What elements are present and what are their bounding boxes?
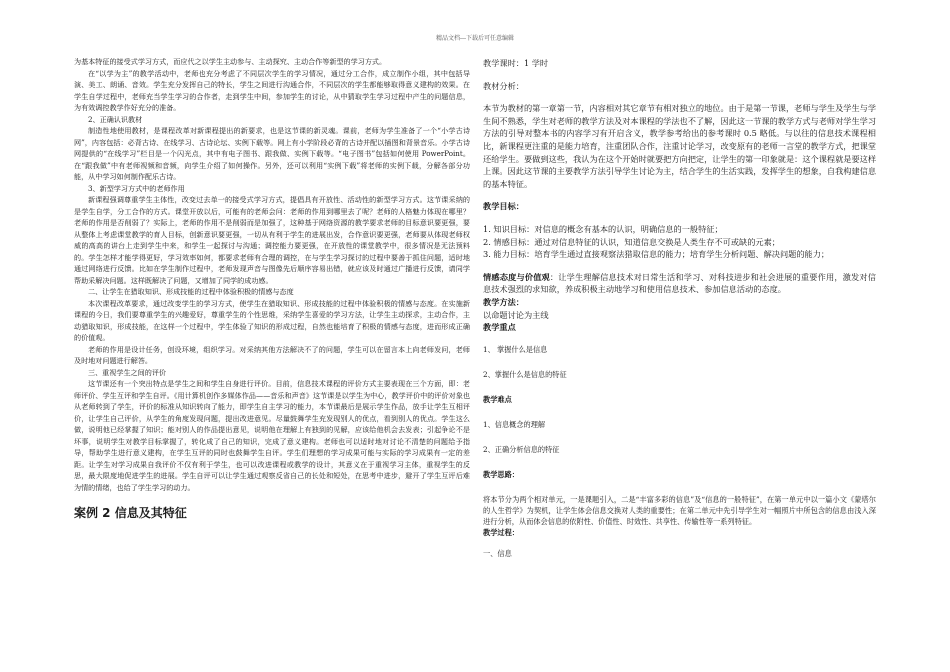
goals-title: 教学目标： [483, 201, 524, 212]
section-subheading: 二、让学生在猎取知识、形成技能的过程中体验积极的情感与态度 [88, 287, 294, 296]
paragraph: 这节课还有一个突出特点是学生之间和学生自身进行评价。目前，信息技术课程的评价方式主要表现在三个方面，即：老师评价、学生互评和学生自评。《用计算机创作多媒体作品——音乐和声音》这节课是以学生为中心，教学评价中的评价对象也从老师转到了学生，评价的标准从知识转向了能力，即学生自主学习的能力，本节课最后是展示学生作品，放手让学生互相评价，让学生自己评价，从学生的角度发现问题，提出改进意见。尽量鼓舞学生充发现别人的优点，看到别人的优点。学生这么做，说明他已经掌握了知识；能对别人的作品提出意见，说明他在理解上有独到的见解，应该给他机会去发表；引起争论不是坏事，说明学生对教学目标掌握了，转化成了自己的知识，完成了意义建构。老师也可以适时地对讨论不清楚的问题给予指导，帮助学生进行意义建构，在学生互评的同时也鼓舞学生自评。学生们理想的学习成果可能与实际的学习成果有一定的差距。让学生对学习成果自我评价不仅有利于学生，也可以改进课程或教学的设计，其意义在于重视学习主体，重视学生的反思，最大限度地促进学生的进展。学生自评可以让学生通过观察反省自己的长处和短处，在思考中进步，避开了学生互评后难为情的情绪，也给了学生学习的动力。 [74, 379, 470, 492]
left-column [74, 56, 470, 520]
paragraph: 老师的作用是设计任务，创设环境，组织学习。对采纳其他方法解决不了的问题，学生可以在留言本上向老师发问，老师及时地对问题进行解答。 [74, 344, 470, 365]
attitude-label: 情感态度与价值观 [483, 271, 550, 282]
difficulty-item: 1、信息概念的理解 [483, 419, 546, 429]
difficulty-item: 2、正确分析信息的特征 [483, 444, 560, 454]
key-point-item: 1、 掌握什么是信息 [483, 344, 548, 354]
goal-item: 3. 能力目标：培育学生通过直接观察法猎取信息的能力；培育学生分析问题、解决问题的能力； [483, 249, 830, 260]
method-body: 以命题讨论为主线 [483, 309, 549, 320]
attitude-paragraph [483, 271, 876, 296]
key-points-title: 教学重点 [483, 322, 516, 333]
section-subheading: 3、新型学习方式中的老师作用 [88, 183, 185, 193]
approach-body: 将本节分为两个相对单元，一是课题引入，二是“丰富多彩的信息”及“信息的一般特征”，在第一单元中以一篇小文《蒙塔尔的人生哲学》为契机，让学生体会信息交换对人类的重要性；在第二单元中先引导学生对一幅照片中所包含的信息由浅入深进行分析，从而体会信息的依附性、价值性、时效性、共享性、传输性等一系列特征。 [483, 494, 876, 526]
difficulty-title: 教学难点 [483, 394, 512, 404]
analysis-title: 教材分析： [483, 80, 524, 91]
right-column [483, 57, 876, 559]
goal-item: 1. 知识目标：对信息的概念有基本的认识，明确信息的一般特征； [483, 223, 723, 234]
paragraph: 在“以学为主”的教学活动中，老师也充分考虑了不同层次学生的学习情况，通过分工合作，成立制作小组，其中包括导演、美工、朗诵、音效。学生充分发挥自己的特长，学生之间进行沟通合作，不同层次的学生都能够取得意义建构的效果。在学生自学过程中，老师充当学生学习的合作者，走到学生中间，参加学生的讨论，从中猜取学生学习过程中产生的问题信息，为有效调控教学作好充分的准备。 [74, 68, 470, 112]
case-heading: 案例 2 信息及其特征 [74, 506, 187, 520]
paragraph: 新课程强调尊重学生主体性，改变过去单一的接受式学习方式，提倡具有开放性、活动性的新型学习方式。这节课采纳的是学生自学，分工合作的方式。课堂开放以后，可能有的老师会问：老师的作用到哪里去了呢？老师的人格魅力体现在哪里？老师的作用是否削弱了？实际上，老师的作用不是削弱而是加强了，这种基于网络资源的教学要求老师的目标意识要更强，要从整体上考虑课堂教学的育人目标，创新意识要更强，一切从有利于学生的进展出发，合作意识要更强，老师要从体现老师权威的高高的讲台上走到学生中来，和学生一起探讨与沟通；调控能力要更强，在开放性的课堂教学中，很多情况是无法预料的。学生怎样才能学得更好，学习效率如何，都要求老师有合理的调控，在与学生学习探讨的过程中要善于抓住问题，适时地通过网络进行反馈。比如在学生制作过程中，老师发现声音与图像先后顺序容易出错，就应该及时通过广播进行反馈，请同学帮助采解决问题。这样既解决了问题，又增加了同学的成功感。 [74, 195, 470, 285]
goal-item: 2. 情感目标：通过对信息特征的认识，知道信息交换是人类生存不可或缺的元素； [483, 236, 780, 247]
paragraph: 本次课程改革要求，通过改变学生的学习方式，使学生在猎取知识、形成技能的过程中体验积极的情感与态度。在实施新课程的今日，我们要尊重学生的兴趣爱好，尊重学生的个性思维，采纳学生喜爱的学习方法，让学生主动探求，主动合作，主动猎取知识，形成技能，在这样一个过程中，学生体验了知识的形成过程，自然也能培育了积极的情感与态度，进而形成正确的价值观。 [74, 298, 470, 342]
section-subheading: 三、重视学生之间的评价 [88, 367, 167, 377]
method-title: 教学方法： [483, 296, 524, 307]
section-subheading: 2、正确认识教材 [88, 114, 143, 124]
attitude-body: ：让学生理解信息技术对日常生活和学习、对科技进步和社会进展的重要作用，激发对信息技术强烈的求知欲，养成积极主动地学习和使用信息技术、参加信息活动的态度。 [483, 271, 876, 295]
analysis-body: 本节为教材的第一章第一节，内容相对其它章节有相对独立的地位。由于是第一节课，老师与学生及学生与学生间不熟悉，学生对老师的教学方法及对本课程的学法也不了解，因此这一节课的教学方式与老师对学生学习方法的引导对整本书的内容学习有开启含义，教学参考给出的参考课时 0.5 略低。与以往的信息技术课程相比，新课程更注重的是能力培育，注重团队合作，注重讨论学习，改变原有的老师一言堂的教学方式，把课堂还给学生。要做到这些，我认为在这个开始时就要把方向把定，让学生的第一印象就是：这个课程就是要这样上课。因此这节课的主要教学方法引导学生讨论为主，结合学生的生活实践，发挥学生的想象，自我构建信息的基本特征。 [483, 103, 877, 189]
process-item: 一、信息 [483, 548, 512, 558]
approach-title: 教学思路： [483, 469, 519, 479]
paragraph: 制造性地使用教材，是课程改革对新课程提出的新要求，也是这节课的新灵魂。课前，老师为学生准备了一个“小学古诗网”，内容包括：必背古诗、在线学习、古诗论坛、实例下载等。网上有小学阶段必背的古诗并配以插图和背景音乐。小学古诗网提供的“在线学习”栏目是一个闪光点，其中有电子图书、跟我做、实例下载等。“电子图书”包括如何使用 PowerPoint。在“跟我做”中有老师视频和音频，向学生介绍了如何操作。另外，还可以利用“实例下载”将老师的实例下载，分解各部分功能，从中学习如何制作配乐古诗。 [74, 126, 470, 181]
paragraph: 为基本特征的接受式学习方式，而应代之以学生主动参与、主动探究、主动合作等新型的学习方式。 [74, 57, 387, 66]
teaching-hours: 教学课时：1 学时 [483, 58, 549, 68]
process-title: 教学过程： [483, 527, 519, 537]
key-point-item: 2、掌握什么是信息的特征 [483, 369, 567, 379]
page-header: 精品文档---下载后可任意编辑 [435, 35, 515, 42]
